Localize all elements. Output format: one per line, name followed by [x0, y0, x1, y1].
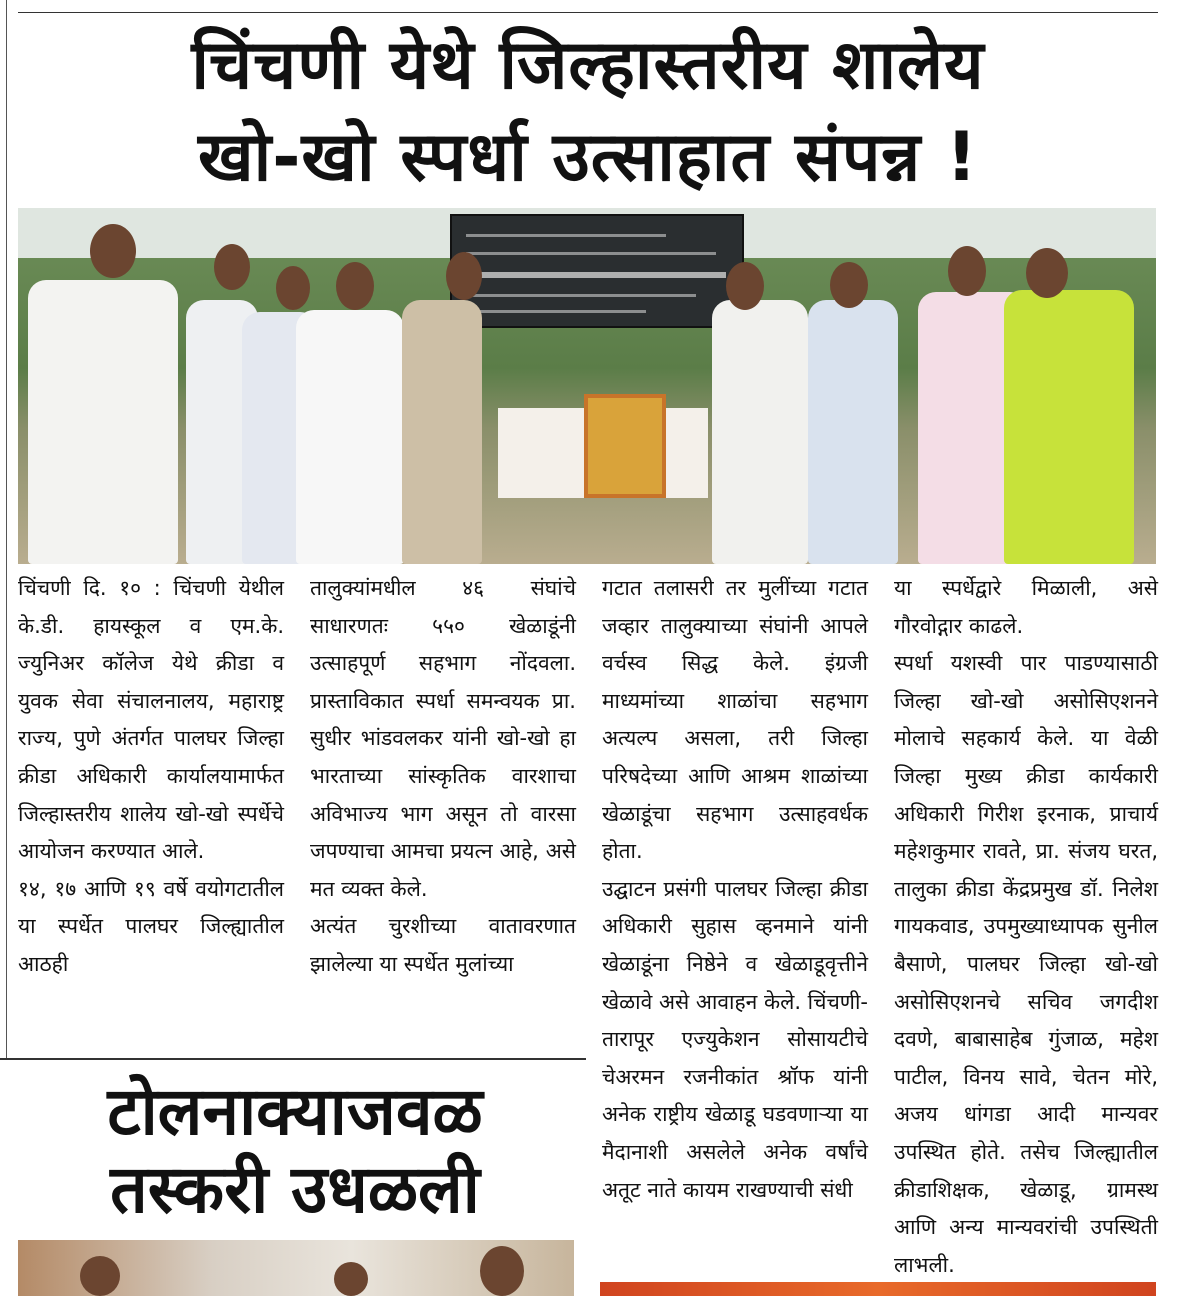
section-divider — [0, 1058, 586, 1060]
article-column-2 — [310, 570, 576, 984]
photo-person-head — [830, 262, 868, 308]
photo-person-head — [214, 244, 250, 290]
photo-banner-board — [450, 214, 744, 328]
photo-garlanded-portrait — [584, 394, 666, 498]
paragraph: या स्पर्धेद्वारे मिळाली, असे गौरवोद्गार काढले. — [894, 576, 1158, 638]
second-article-photo — [18, 1240, 574, 1296]
event-photo — [18, 208, 1156, 564]
paragraph: चिंचणी दि. १० : चिंचणी येथील के.डी. हायस्कूल व एम.के. ज्युनिअर कॉलेज येथे क्रीडा व युवक सेवा संचालनालय, महाराष्ट्र राज्य, पुणे अंतर्गत पालघर जिल्हा क्रीडा अधिकारी कार्यालयामार्फत जिल्हास्तरीय शालेय खो-खो स्पर्धेचे आयोजन करण्यात आले. — [18, 576, 284, 864]
headline2-line-2: तस्करी उधळली — [110, 1151, 480, 1228]
photo-person-head — [446, 252, 482, 300]
article-column-3 — [602, 570, 868, 1209]
photo-person-head — [276, 266, 310, 310]
photo-person-head — [80, 1256, 120, 1296]
article-column-1 — [18, 570, 284, 984]
column-rule-left — [6, 0, 7, 1060]
photo-person-head — [90, 224, 136, 278]
photo-person — [1004, 290, 1134, 564]
headline2-line-1: टोलनाक्याजवळ — [107, 1073, 483, 1150]
photo-person — [296, 310, 404, 564]
photo-person-head — [334, 1262, 368, 1296]
headline-line-2: खो-खो स्पर्धा उत्साहात संपन्न ! — [197, 118, 979, 197]
top-rule — [18, 12, 1158, 13]
paragraph: उद्घाटन प्रसंगी पालघर जिल्हा क्रीडा अधिकारी सुहास व्हनमाने यांनी खेळाडूंना निष्ठेने व खेळाडूवृत्तीने खेळावे असे आवाहन केले. चिंचणी-तारापूर एज्युकेशन सोसायटीचे चेअरमन रजनीकांत श्रॉफ यांनी अनेक राष्ट्रीय खेळाडू घडवणाऱ्या या मैदानाशी असलेले अनेक वर्षांचे अतूट नाते कायम राखण्याची संधी — [602, 876, 868, 1202]
paragraph: १४, १७ आणि १९ वर्षे वयोगटातील या स्पर्धेत पालघर जिल्ह्यातील आठही — [18, 876, 284, 976]
headline-line-1: चिंचणी येथे जिल्हास्तरीय शालेय — [191, 26, 985, 105]
photo-person-head — [948, 246, 986, 296]
advert-strip — [600, 1282, 1156, 1296]
photo-person — [808, 300, 898, 564]
paragraph: गटात तलासरी तर मुलींच्या गटात जव्हार तालुक्याच्या संघांनी आपले वर्चस्व सिद्ध केले. इंग्रजी माध्यमांच्या शाळांचा सहभाग अत्यल्प असला, तरी जिल्हा परिषदेच्या आणि आश्रम शाळांच्या खेळाडूंचा सहभाग उत्साहवर्धक होता. — [602, 576, 868, 864]
photo-person — [28, 280, 178, 564]
photo-person-head — [480, 1246, 524, 1296]
paragraph: अत्यंत चुरशीच्या वातावरणात झालेल्या या स्पर्धेत मुलांच्या — [310, 914, 576, 976]
paragraph: स्पर्धा यशस्वी पार पाडण्यासाठी जिल्हा खो-खो असोसिएशनने मोलाचे सहकार्य केले. या वेळी जिल्हा मुख्य क्रीडा कार्यकारी अधिकारी गिरीश इरनाक, प्राचार्य महेशकुमार रावते, प्रा. संजय घरत, तालुका क्रीडा केंद्रप्रमुख डॉ. निलेश गायकवाड, उपमुख्याध्यापक सुनील बैसाणे, पालघर जिल्हा खो-खो असोसिएशनचे सचिव जगदीश दवणे, बाबासाहेब गुंजाळ, महेश पाटील, विनय सावे, चेतन मोरे, अजय धांगडा आदी मान्यवर उपस्थित होते. तसेच जिल्ह्यातील क्रीडाशिक्षक, खेळाडू, ग्रामस्थ आणि अन्य मान्यवरांची उपस्थिती लाभली. — [894, 651, 1158, 1277]
photo-person-head — [726, 262, 764, 310]
photo-person — [402, 300, 482, 564]
article-column-4 — [894, 570, 1158, 1284]
photo-person — [712, 300, 808, 564]
paragraph: तालुक्यांमधील ४६ संघांचे साधारणतः ५५० खेळाडूंनी उत्साहपूर्ण सहभाग नोंदवला. प्रास्ताविकात स्पर्धा समन्वयक प्रा. सुधीर भांडवलकर यांनी खो-खो हा भारताच्या सांस्कृतिक वारशाचा अविभाज्य भाग असून तो वारसा जपण्याचा आमचा प्रयत्न आहे, असे मत व्यक्त केले. — [310, 576, 576, 901]
photo-person-head — [1026, 248, 1068, 298]
photo-person-head — [336, 262, 374, 310]
